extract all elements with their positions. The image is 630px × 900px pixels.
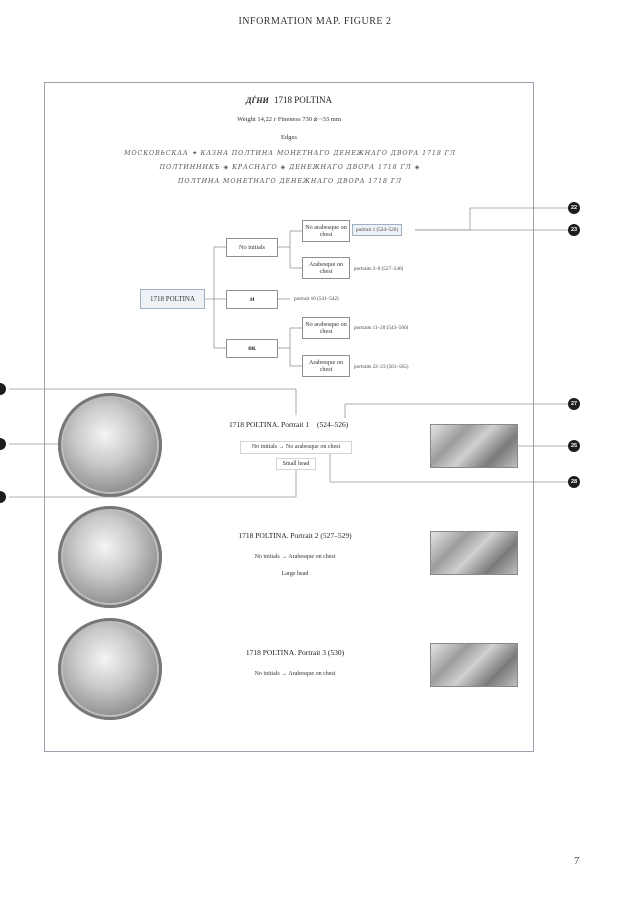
ok-initials-box: ок	[226, 339, 278, 358]
marker-22: 22	[568, 202, 580, 214]
portrait-2-path: No initials → Arabesque on chest	[254, 554, 336, 560]
coin-monogram: ДЃНИ	[246, 96, 269, 105]
label-portraits-2-9: portraits 2–9 (527–540)	[354, 266, 404, 272]
coin-image-portrait-1	[58, 393, 162, 497]
coin-image-portrait-2	[58, 506, 162, 608]
portrait-1-path: No initials → No arabesque on chest	[240, 441, 352, 454]
portrait-2-note: Large head	[281, 571, 309, 577]
portrait-1-range: (524–526)	[317, 420, 349, 429]
portrait-1-note: Small head	[276, 458, 316, 470]
label-portraits-22-23: portraits 22–23 (561–565)	[354, 364, 409, 370]
marker-23: 23	[568, 224, 580, 236]
arabesque-box-2: Arabesque on chest	[302, 355, 350, 377]
detail-image-portrait-2	[430, 531, 518, 575]
no-arabesque-box-2: No arabesque on chest	[302, 317, 350, 339]
coin-image-portrait-3	[58, 618, 162, 720]
page-number: 7	[574, 855, 580, 867]
tree-root-box: 1718 POLTINA	[140, 289, 205, 309]
label-portraits-11-20: portraits 11–20 (543–560)	[354, 325, 409, 331]
marker-27: 27	[568, 398, 580, 410]
edge-inscription-3: ПОЛТИНА МОНЕТНАГО ДЕНЕЖНАГО ДВОРА 1718 ГЛ	[177, 178, 403, 185]
coin-title: 1718 POLTINA	[274, 95, 332, 105]
portrait-2-title: 1718 POLTINA. Portrait 2 (527–529)	[238, 531, 352, 540]
no-arabesque-box-1: No arabesque on chest	[302, 220, 350, 242]
edge-inscription-2: ПОЛТИННИКЪ ◈ КРАСНАГО ◈ ДЕНЕЖНАГО ДВОРА 1718 ГЛ ◈	[159, 164, 421, 171]
marker-28: 28	[568, 476, 580, 488]
marker-25: 25	[568, 440, 580, 452]
label-portrait-10: portrait 10 (541–542)	[294, 296, 339, 302]
label-portrait-1: portrait 1 (524–526)	[352, 224, 402, 236]
arabesque-box-1: Arabesque on chest	[302, 257, 350, 279]
page-header: INFORMATION MAP. FIGURE 2	[238, 16, 392, 27]
coin-weight-line: Weight 14,22 г Fineness 730 ⌀ ~33 mm	[237, 116, 341, 123]
detail-image-portrait-1	[430, 424, 518, 468]
portrait-1-title: 1718 POLTINA. Portrait 1	[229, 420, 310, 429]
edges-label: Edges	[281, 134, 297, 141]
detail-image-portrait-3	[430, 643, 518, 687]
edge-inscription-1: МОСКОВЬСКАА ✦ КАЗНА ПОЛТИНА МОНЕТНАГО ДЕНЕЖНАГО ДВОРА 1718 ГЛ	[124, 150, 456, 157]
no-initials-box: No initials	[226, 238, 278, 257]
portrait-3-title: 1718 POLTINA. Portrait 3 (530)	[245, 648, 345, 657]
portrait-3-path: No initials → Arabesque on chest	[254, 671, 336, 677]
m-initials-box: м	[226, 290, 278, 309]
portrait-1-title-line	[229, 420, 348, 429]
